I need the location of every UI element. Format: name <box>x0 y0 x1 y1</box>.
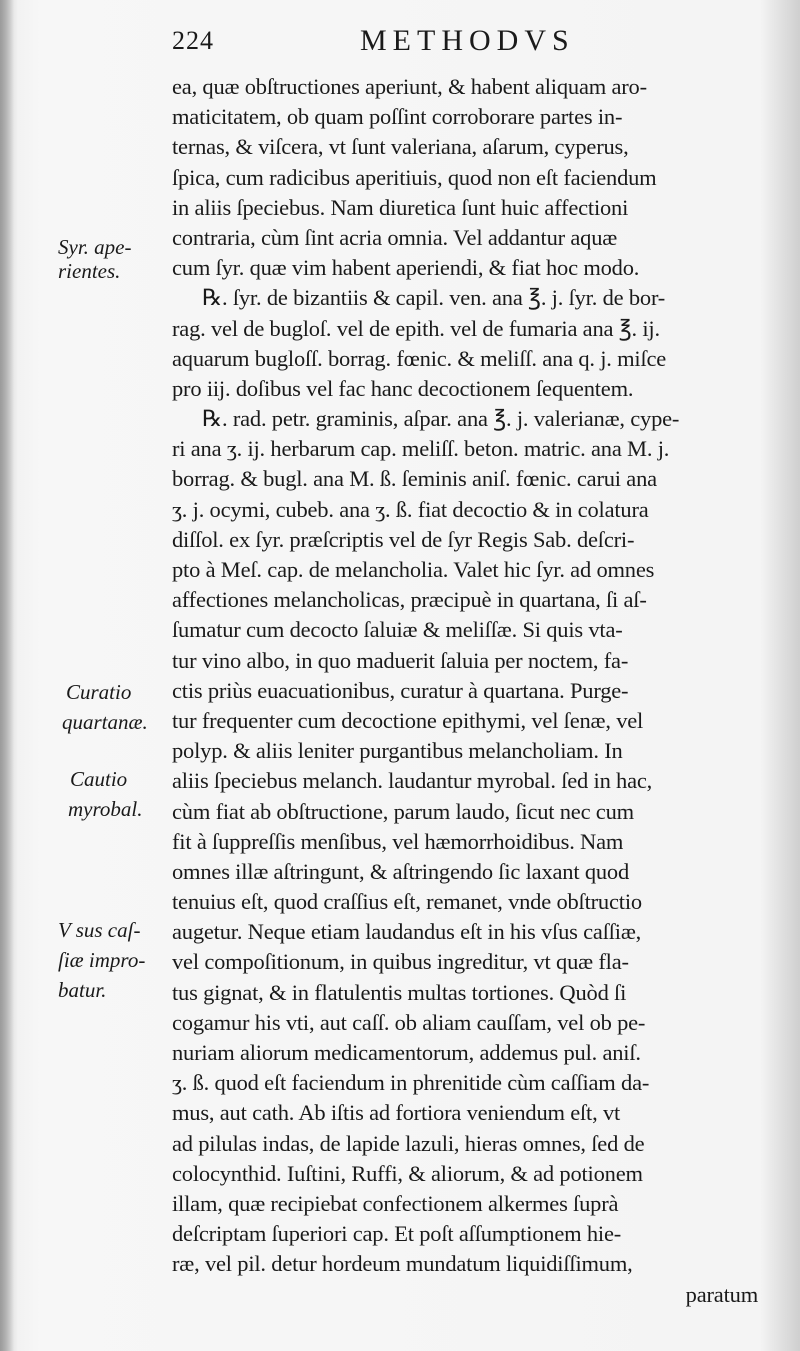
text-line: tus gignat, & in flatulentis multas tortiones. Quòd ſi <box>172 979 627 1005</box>
text-line: ſumatur cum decocto ſaluiæ & meliſſæ. Si quis vta- <box>172 617 623 643</box>
text-line: ea, quæ obſtructiones aperiunt, & habent aliquam aro- <box>172 74 647 99</box>
text-line: tur vino albo, in quo maduerit ſaluia per noctem, fa- <box>172 647 629 673</box>
running-head: METHODVS <box>360 24 575 57</box>
margin-note-line: Syr. ape- <box>58 235 132 259</box>
text-line: ſpica, cum radicibus aperitiuis, quod non eſt faciendum <box>172 164 657 190</box>
text-line: ʒ. ß. quod eſt faciendum in phrenitide cùm caſſiam da- <box>172 1070 650 1096</box>
text-line: omnes illæ aſtringunt, & aſtringendo ſic laxant quod <box>172 858 630 884</box>
margin-note-usus-cassiae <box>58 915 145 1005</box>
text-line: pro iij. doſibus vel fac hanc decoctionem ſequentem. <box>172 375 634 401</box>
text-line: aquarum bugloſſ. borrag. fœnic. & meliſſ. ana q. j. miſce <box>172 345 667 371</box>
text-line: aliis ſpeciebus melanch. laudantur myrobal. ſed in hac, <box>172 768 653 794</box>
text-line: cum ſyr. quæ vim habent aperiendi, & fiat hoc modo. <box>172 255 640 281</box>
catchword: paratum <box>685 1281 758 1307</box>
margin-note-cautio-myrobal <box>70 764 142 824</box>
margin-note-line: ſiæ impro- <box>58 948 146 972</box>
text-line: cogamur his vti, aut caſſ. ob aliam cauſſam, vel ob pe- <box>172 1009 646 1035</box>
text-line: ternas, & viſcera, vt ſunt valeriana, aſarum, cyperus, <box>172 134 629 160</box>
body-text <box>172 72 768 1310</box>
text-line: ʒ. j. ocymi, cubeb. ana ʒ. ß. fiat decoctio & in colatura <box>172 496 649 522</box>
text-line: mus, aut cath. Ab iſtis ad fortiora veniendum eſt, vt <box>172 1100 621 1126</box>
text-line: borrag. & bugl. ana M. ß. ſeminis aniſ. fœnic. carui ana <box>172 466 657 492</box>
text-line: colocynthid. Iuſtini, Ruffi, & aliorum, & ad potionem <box>172 1160 643 1186</box>
margin-note-line: Curatio <box>66 680 132 704</box>
text-line: polyp. & aliis leniter purgantibus melancholiam. In <box>172 738 623 764</box>
text-line: diſſol. ex ſyr. præſcriptis vel de ſyr Regis Sab. deſcri- <box>172 526 635 552</box>
text-line: pto à Meſ. cap. de melancholia. Valet hic ſyr. ad omnes <box>172 557 655 582</box>
text-line: in aliis ſpeciebus. Nam diuretica ſunt huic affectioni <box>172 194 629 220</box>
margin-note-line: quartanæ. <box>62 710 148 734</box>
text-line: fit à ſuppreſſis menſibus, vel hæmorrhoidibus. Nam <box>172 828 624 854</box>
page-header <box>170 26 760 62</box>
text-line: affectiones melancholicas, præcipuè in quartana, ſi aſ- <box>172 587 647 613</box>
text-line: ri ana ʒ. ij. herbarum cap. meliſſ. beton. matric. ana M. j. <box>172 436 670 462</box>
text-line: ℞. rad. petr. graminis, aſpar. ana ℥. j. valerianæ, cype- <box>202 406 680 432</box>
text-line: ad pilulas indas, de lapide lazuli, hieras omnes, ſed de <box>172 1130 645 1156</box>
text-line: deſcriptam ſuperiori cap. Et poſt aſſumptionem hie- <box>172 1221 622 1247</box>
text-line: ℞. ſyr. de bizantiis & capil. ven. ana ℥. j. ſyr. de bor- <box>202 285 666 311</box>
margin-note-line: myrobal. <box>68 797 143 821</box>
margin-note-line: batur. <box>58 978 107 1002</box>
text-line: ræ, vel pil. detur hordeum mundatum liquidiſſimum, <box>172 1251 633 1277</box>
text-line: cùm fiat ab obſtructione, parum laudo, ſicut nec cum <box>172 798 634 824</box>
text-line: maticitatem, ob quam poſſint corroborare partes in- <box>172 104 623 130</box>
margin-note-curatio-quartanae <box>62 677 148 737</box>
gutter-shadow <box>0 0 14 1351</box>
text-line: ctis priùs euacuationibus, curatur à quartana. Purge- <box>172 677 629 703</box>
text-line: contraria, cùm ſint acria omnia. Vel addantur aquæ <box>172 224 618 250</box>
text-line: illam, quæ recipiebat confectionem alkermes ſuprà <box>172 1190 619 1216</box>
text-line: tenuius eſt, quod craſſius eſt, remanet, vnde obſtructio <box>172 889 642 915</box>
text-line: rag. vel de bugloſ. vel de epith. vel de fumaria ana ℥. ij. <box>172 315 660 341</box>
text-line: tur frequenter cum decoctione epithymi, vel ſenæ, vel <box>172 707 644 733</box>
margin-note-syr-aperientes <box>58 232 131 286</box>
text-line: vel compoſitionum, in quibus ingreditur, vt quæ fla- <box>172 949 629 975</box>
text-line: nuriam aliorum medicamentorum, addemus pul. aniſ. <box>172 1040 641 1065</box>
margin-note-line: rientes. <box>58 259 121 283</box>
margin-note-line: V sus caſ- <box>58 918 141 942</box>
margin-note-line: Cautio <box>70 767 128 791</box>
page-number: 224 <box>172 26 214 55</box>
text-line: augetur. Neque etiam laudandus eſt in his vſus caſſiæ, <box>172 919 642 945</box>
